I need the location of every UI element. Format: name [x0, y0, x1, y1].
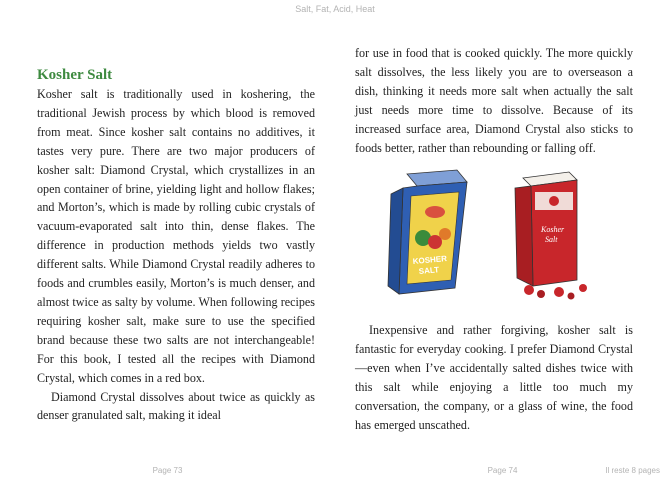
section-heading: Kosher Salt [37, 67, 113, 83]
blue-box-label-line2: SALT [418, 265, 440, 277]
salt-boxes-drawing [355, 168, 633, 306]
paragraph: Inexpensive and rather forgiving, kosher salt is fantastic for everyday cooking. I prefer Diamond Crystal—even when I’ve accidentally salted dishes twice with this salt while enjoying a little too much my conversation, the company, or a glass of wine, the food has emerged unscathed. [355, 323, 633, 432]
red-salt-box [515, 172, 587, 300]
pages-remaining: Il reste 8 pages [605, 466, 660, 475]
paragraph: for use in food that is cooked quickly. The more quickly salt dissolves, the less likely you are to overseason a dish, thinking it needs more salt when actually the salt just needs more time to dissolve. Because of its increased surface area, Diamond Crystal also sticks to foods better, rather than rebounding or falling off. [355, 46, 633, 155]
right-page [355, 44, 633, 435]
left-page [37, 44, 315, 425]
salt-boxes-illustration [355, 168, 633, 306]
blue-box-label-line1: KOSHER [412, 254, 448, 267]
book-title: Salt, Fat, Acid, Heat [295, 4, 375, 14]
left-page-number: Page 73 [152, 466, 183, 475]
red-box-label-line1: Kosher [541, 225, 565, 235]
right-page-number: Page 74 [487, 466, 518, 475]
paragraph: Diamond Crystal dissolves about twice as quickly as denser granulated salt, making it ideal [37, 389, 315, 423]
paragraph: Kosher salt is traditionally used in koshering, the traditional Jewish process by which blood is removed from meat. Since kosher salt contains no additives, it tastes very pure. There are two major producers of kosher salt: Diamond Crystal, which crystallizes in an open container of brine, yielding light and hollow flakes; and Morton’s, which is made by rolling cubic crystals of vacuum-evaporated salt into thin, dense flakes. The difference in production methods yields two vastly different salts. While Diamond Crystal readily adheres to foods and crumbles easily, Morton’s is much denser, and almost twice as salty by volume. When following recipes requiring kosher salt, make sure to use the specified brand because these two salts are not interchangeable! For this book, I tested all the recipes with Diamond Crystal, which comes in a red box. [37, 87, 315, 385]
red-box-label-line2: Salt [545, 235, 558, 245]
blue-salt-box [388, 170, 467, 294]
